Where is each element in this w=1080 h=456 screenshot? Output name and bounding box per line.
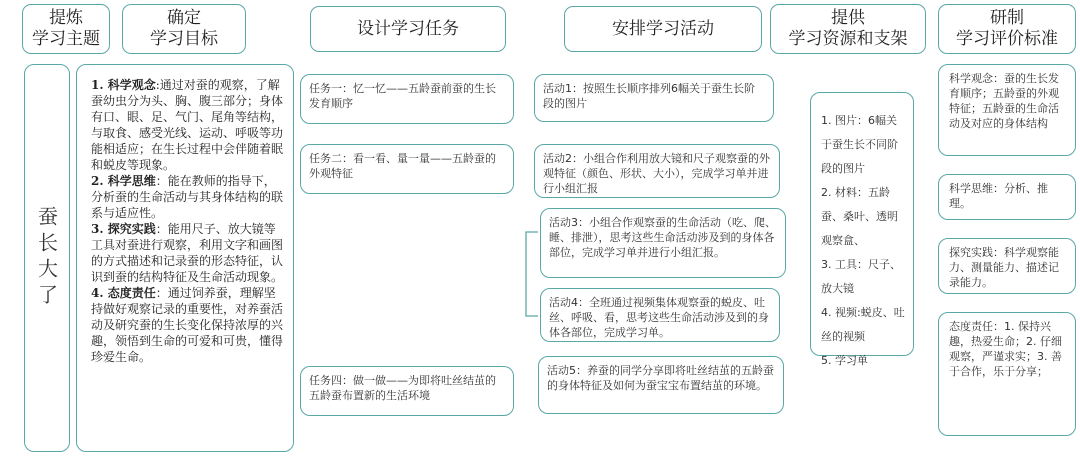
activity-2: 活动2：小组合作利用放大镜和尺子观察蚕的外观特征（颜色、形状、大小），完成学习单并进行小组汇报 — [534, 144, 780, 198]
resource-item: 5. 学习单 — [821, 354, 868, 367]
resource-item: 1. 图片：6幅关于蚕生长不同阶段的图片 — [821, 114, 898, 175]
task-1: 任务一：忆一忆——五龄蚕前蚕的生长发育顺序 — [300, 74, 514, 124]
task-4: 任务四：做一做——为即将吐丝结茧的五龄蚕布置新的生活环境 — [300, 366, 514, 416]
header-goals: 确定 学习目标 — [122, 4, 246, 54]
header-tasks: 设计学习任务 — [310, 6, 506, 52]
header-resources: 提供 学习资源和支架 — [770, 4, 926, 54]
header-activities: 安排学习活动 — [564, 6, 762, 52]
resource-item: 3. 工具：尺子、放大镜 — [821, 258, 901, 295]
activity-4: 活动4：全班通过视频集体观察蚕的蜕皮、吐丝、呼吸、看，思考这些生命活动涉及到的身体各部位，完成学习单。 — [540, 288, 780, 342]
goal-item: 4. 态度责任：通过饲养蚕，理解坚持做好观察记录的重要性，对养蚕活动及研究蚕的生长变化保持浓厚的兴趣，领悟到生命的可爱和可贵，懂得珍爱生命。 — [91, 286, 284, 364]
goal-item: 1. 科学观念:通过对蚕的观察，了解蚕幼虫分为头、胸、腹三部分；身体有口、眼、足、气门、尾角等结构，与取食、感受光线、运动、呼吸等功能相适应；在生长过程中会伴随着眠和蜕皮等现象。 — [91, 78, 284, 172]
goal-item: 3. 探究实践：能用尺子、放大镜等工具对蚕进行观察，利用文字和画图的方式描述和记录蚕的形态特征，认识到蚕的结构特征及生命活动现象。 — [91, 222, 284, 284]
goal-item: 2. 科学思维：能在教师的指导下，分析蚕的生命活动与其身体结构的联系与适应性。 — [91, 174, 284, 220]
theme-text: 蚕长大了 — [34, 206, 59, 310]
task-2: 任务二：看一看、量一量——五龄蚕的外观特征 — [300, 144, 514, 194]
resource-item: 2. 材料：五龄蚕、桑叶、透明观察盒、 — [821, 186, 898, 247]
goals-box — [76, 64, 294, 452]
evaluation-concept: 科学观念：蚕的生长发育顺序；五龄蚕的外观特征；五龄蚕的生命活动及对应的身体结构 — [938, 64, 1076, 156]
header-theme: 提炼 学习主题 — [22, 4, 110, 54]
evaluation-practice: 探究实践：科学观察能力、测量能力、描述记录能力。 — [938, 238, 1076, 294]
activity-3: 活动3：小组合作观察蚕的生命活动（吃、爬、睡、排泄），思考这些生命活动涉及到的身体各部位，完成学习单并进行小组汇报。 — [540, 208, 786, 278]
header-evaluation: 研制 学习评价标准 — [938, 4, 1076, 54]
resources-box — [810, 92, 914, 367]
activity-1: 活动1：按照生长顺序排列6幅关于蚕生长阶段的图片 — [534, 74, 774, 122]
evaluation-thinking: 科学思维：分析、推理。 — [938, 174, 1076, 220]
activity-5: 活动5：养蚕的同学分享即将吐丝结茧的五龄蚕的身体特征及如何为蚕宝宝布置结茧的环境。 — [538, 356, 784, 414]
theme-box — [24, 64, 70, 452]
resource-item: 4. 视频:蜕皮、吐丝的视频 — [821, 306, 905, 343]
evaluation-attitude: 态度责任：1. 保持兴趣，热爱生命；2. 仔细观察，严谨求实；3. 善于合作，乐于分享； — [938, 312, 1076, 436]
